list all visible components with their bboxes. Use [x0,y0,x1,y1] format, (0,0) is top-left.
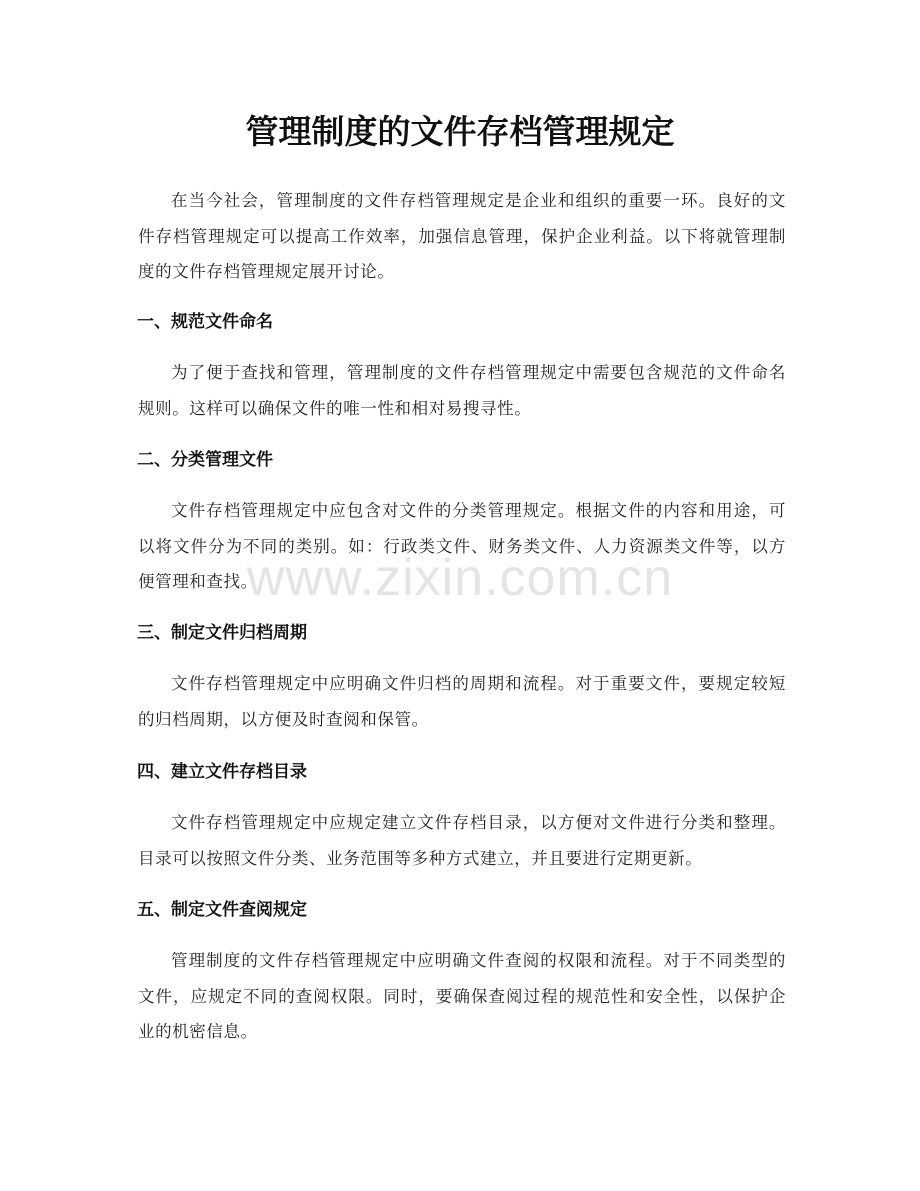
section-2-heading: 二、分类管理文件 [137,450,273,470]
section-3-body: 文件存档管理规定中应明确文件归档的周期和流程。对于重要文件，要规定较短的归档周期，以方便及时查阅和保管。 [138,674,786,729]
section-5-heading: 五、制定文件查阅规定 [137,900,307,920]
section-4-heading: 四、建立文件存档目录 [137,762,307,782]
section-4-body: 文件存档管理规定中应规定建立文件存档目录，以方便对文件进行分类和整理。目录可以按照文件分类、业务范围等多种方式建立，并且要进行定期更新。 [138,813,786,868]
section-1-body: 为了便于查找和管理，管理制度的文件存档管理规定中需要包含规范的文件命名规则。这样可以确保文件的唯一性和相对易搜寻性。 [138,363,786,418]
watermark-text: www.zixin.com.cn [246,549,674,607]
section-5-body: 管理制度的文件存档管理规定中应明确文件查阅的权限和流程。对于不同类型的文件，应规定不同的查阅权限。同时，要确保查阅过程的规范性和安全性，以保护企业的机密信息。 [138,951,786,1041]
section-2-body: 文件存档管理规定中应包含对文件的分类管理规定。根据文件的内容和用途，可以将文件分为不同的类别。如：行政类文件、财务类文件、人力资源类文件等，以方便管理和查找。 [138,501,786,591]
section-1-heading: 一、规范文件命名 [137,312,273,332]
section-3-heading: 三、制定文件归档周期 [137,623,307,643]
document-title: 管理制度的文件存档管理规定 [245,112,675,151]
intro-paragraph: 在当今社会，管理制度的文件存档管理规定是企业和组织的重要一环。良好的文件存档管理规定可以提高工作效率，加强信息管理，保护企业利益。以下将就管理制度的文件存档管理规定展开讨论。 [138,191,786,281]
